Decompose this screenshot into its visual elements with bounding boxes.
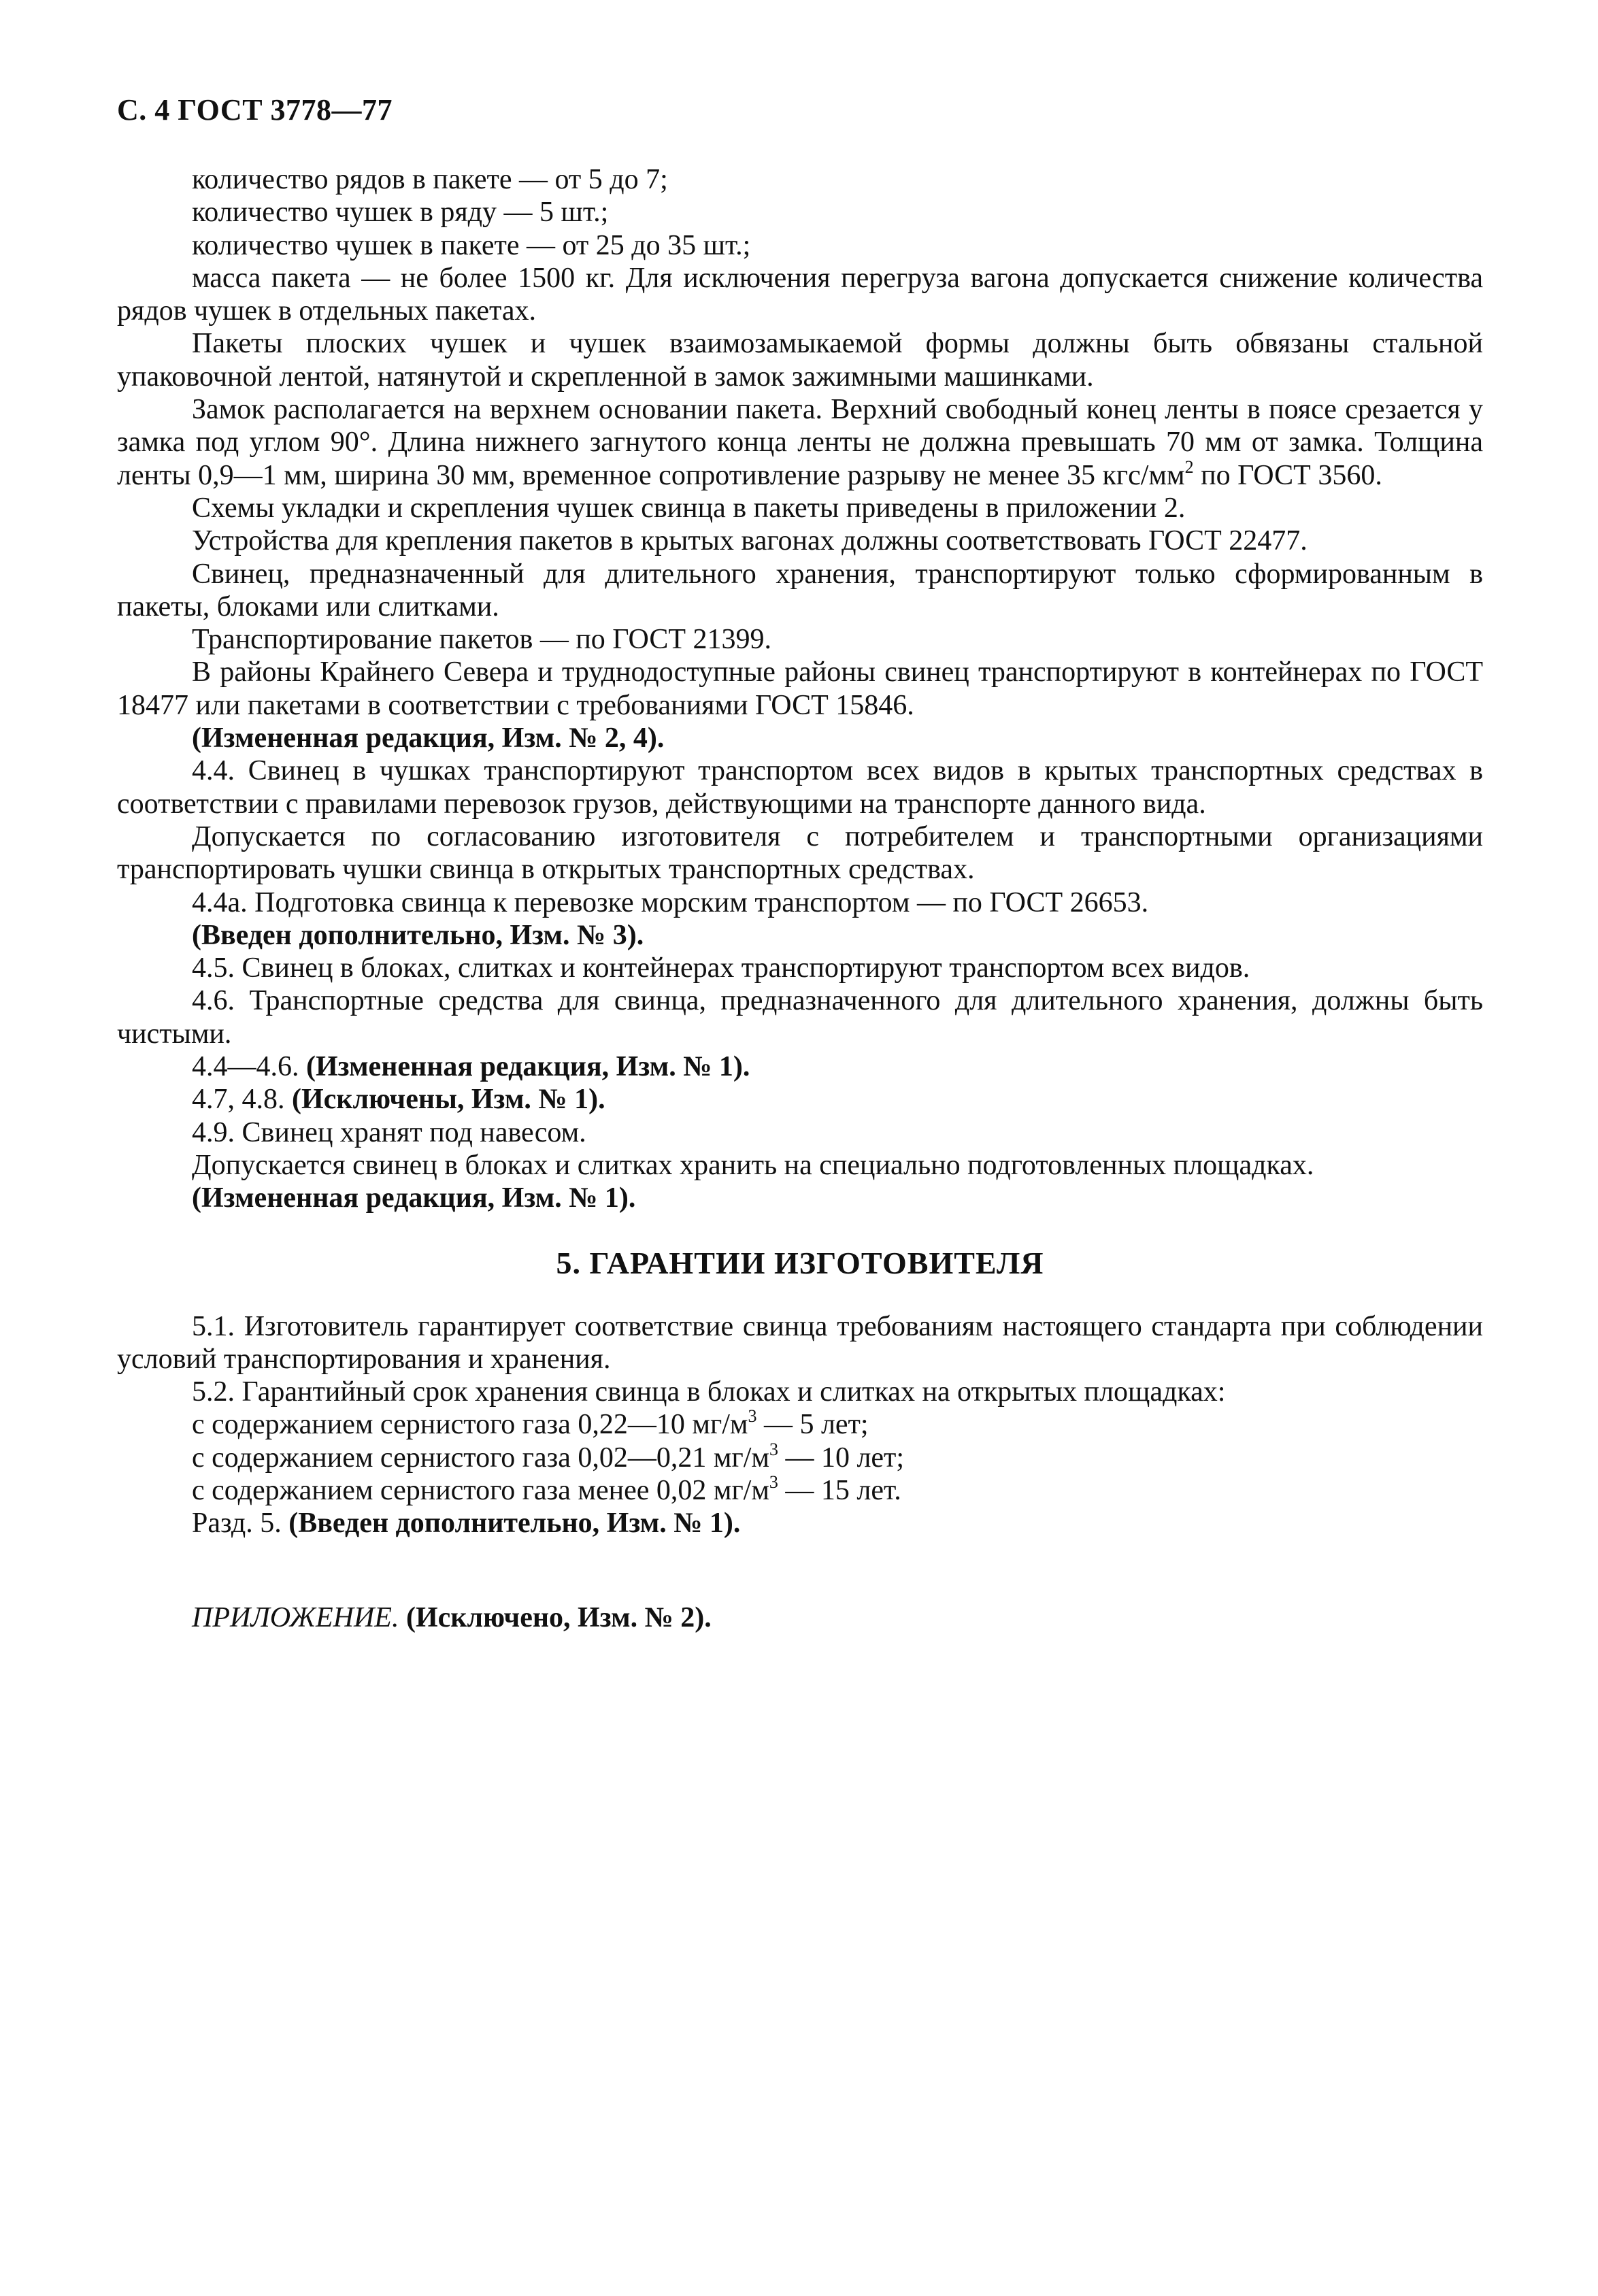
amendment-note: (Исключено, Изм. № 2).	[399, 1601, 712, 1633]
text-run: с содержанием сернистого газа 0,22—10 мг/м	[192, 1409, 748, 1441]
appendix-label: ПРИЛОЖЕНИЕ.	[192, 1601, 399, 1633]
amendment-note: (Введен дополнительно, Изм. № 1).	[288, 1508, 741, 1540]
paragraph: 4.6. Транспортные средства для свинца, предназначенного для длительного хранения, должны быть чистыми.	[117, 985, 1483, 1050]
paragraph	[117, 1083, 1483, 1116]
text-run: — 15 лет.	[778, 1474, 901, 1506]
text-run: с содержанием сернистого газа менее 0,02 мг/м	[192, 1474, 769, 1506]
paragraph: 5.1. Изготовитель гарантирует соответствие свинца требованиям настоящего стандарта при соблюдении условий транспортирования и хранения.	[117, 1310, 1483, 1375]
superscript: 3	[748, 1406, 757, 1427]
amendment-note: (Исключены, Изм. № 1).	[292, 1084, 605, 1116]
text-run: 4.7, 4.8.	[192, 1084, 292, 1116]
text-run: Разд. 5.	[192, 1508, 289, 1540]
page-header: С. 4 ГОСТ 3778—77	[117, 93, 393, 127]
paragraph: 4.4. Свинец в чушках транспортируют транспортом всех видов в крытых транспортных средствах в соответствии с правилами перевозок грузов, действующими на транспорте данного вида.	[117, 755, 1483, 820]
amendment-note: (Измененная редакция, Изм. № 1).	[192, 1182, 636, 1214]
superscript: 2	[1184, 456, 1194, 477]
paragraph: Пакеты плоских чушек и чушек взаимозамыкаемой формы должны быть обвязаны стальной упаковочной лентой, натянутой и скрепленной в замок зажимными машинками.	[117, 328, 1483, 393]
paragraph	[117, 1471, 1483, 1507]
paragraph: Свинец, предназначенный для длительного хранения, транспортируют только сформированным в пакеты, блоками или слитками.	[117, 558, 1483, 622]
paragraph: В районы Крайнего Севера и труднодоступные районы свинец транспортируют в контейнерах по ГОСТ 18477 или пакетами в соответствии с требованиями ГОСТ 15846.	[117, 656, 1483, 721]
paragraph: Устройства для крепления пакетов в крытых вагонах должны соответствовать ГОСТ 22477.	[192, 525, 1308, 557]
paragraph: Схемы укладки и скрепления чушек свинца в пакеты приведены в приложении 2.	[192, 492, 1186, 524]
amendment-note: (Введен дополнительно, Изм. № 3).	[192, 919, 644, 951]
paragraph	[117, 1439, 1483, 1474]
text-run: — 10 лет;	[778, 1442, 905, 1474]
amendment-note: (Измененная редакция, Изм. № 1).	[306, 1051, 750, 1083]
paragraph	[117, 1050, 1483, 1083]
text-run: Замок располагается на верхнем основании пакета. Верхний свободный конец ленты в поясе срезается у замка под углом 90°. Длина нижнего загнутого конца ленты не должна превышать 70 мм от замка. Толщина ленты 0,9—1 мм, ширина 30 мм, временное сопротивление разрыву не менее 35 кгс/мм	[117, 394, 1483, 491]
paragraph: 4.4а. Подготовка свинца к перевозке морским транспортом — по ГОСТ 26653.	[192, 886, 1149, 918]
paragraph: масса пакета — не более 1500 кг. Для исключения перегруза вагона допускается снижение количества рядов чушек в отдельных пакетах.	[117, 262, 1483, 327]
appendix-note	[117, 1601, 1483, 1634]
superscript: 3	[769, 1439, 778, 1459]
paragraph	[117, 393, 1483, 492]
paragraph: количество чушек в пакете — от 25 до 35 шт.;	[192, 229, 751, 261]
superscript: 3	[769, 1471, 778, 1492]
paragraph: 4.9. Свинец хранят под навесом.	[192, 1116, 586, 1148]
spacer	[117, 1540, 1483, 1601]
paragraph: количество чушек в ряду — 5 шт.;	[192, 197, 609, 229]
amendment-note: (Измененная редакция, Изм. № 2, 4).	[192, 722, 665, 754]
text-run: с содержанием сернистого газа 0,02—0,21 мг/м	[192, 1442, 769, 1474]
paragraph: 5.2. Гарантийный срок хранения свинца в блоках и слитках на открытых площадках:	[192, 1376, 1226, 1408]
text-run: — 5 лет;	[756, 1409, 869, 1441]
paragraph: количество рядов в пакете — от 5 до 7;	[192, 164, 668, 195]
paragraph: 4.5. Свинец в блоках, слитках и контейнерах транспортируют транспортом всех видов.	[192, 952, 1250, 984]
text-run: 4.4—4.6.	[192, 1051, 306, 1083]
section-title: 5. ГАРАНТИИ ИЗГОТОВИТЕЛЯ	[556, 1245, 1044, 1280]
text-run: по ГОСТ 3560.	[1193, 459, 1382, 491]
paragraph: Допускается свинец в блоках и слитках хранить на специально подготовленных площадках.	[192, 1149, 1314, 1181]
document-body	[117, 163, 1483, 1634]
paragraph: Допускается по согласованию изготовителя с потребителем и транспортными организациями транспортировать чушки свинца в открытых транспортных средствах.	[117, 820, 1483, 886]
paragraph: Транспортирование пакетов — по ГОСТ 21399.	[192, 624, 772, 656]
paragraph	[117, 1408, 1483, 1441]
paragraph	[117, 1507, 1483, 1540]
